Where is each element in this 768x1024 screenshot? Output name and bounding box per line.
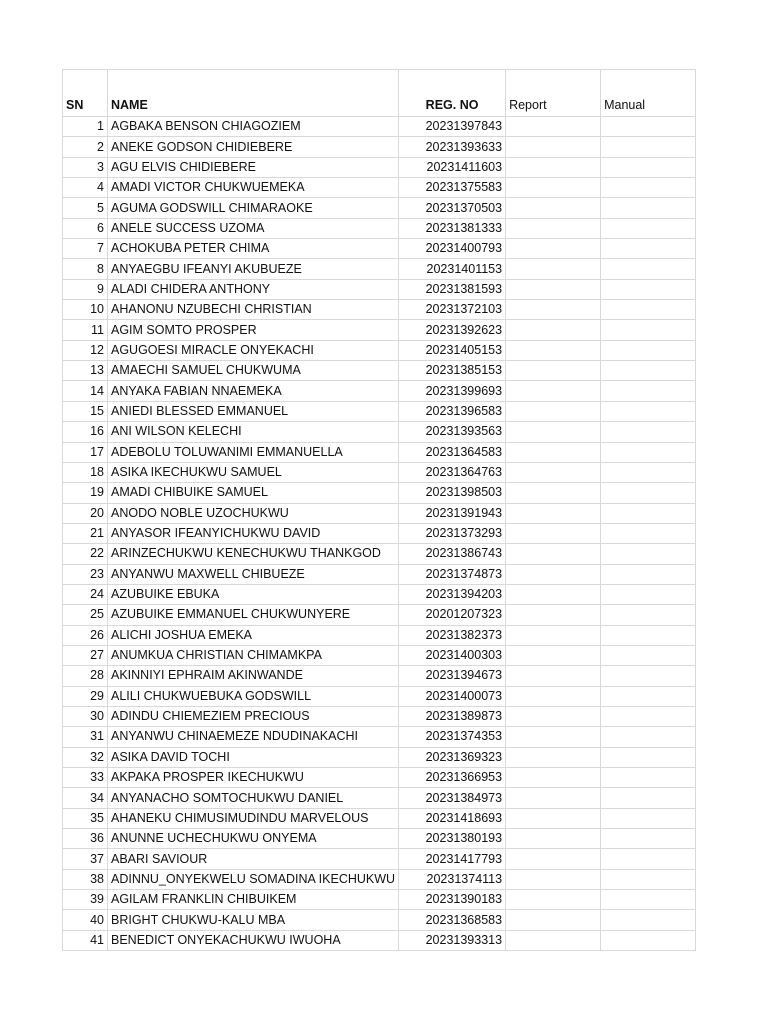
reg-no-cell[interactable]: 20231384973 — [399, 788, 506, 808]
report-cell[interactable] — [506, 890, 601, 910]
table-row — [63, 625, 696, 645]
table-row — [63, 361, 696, 381]
reg-no-cell[interactable]: 20231396583 — [399, 401, 506, 421]
reg-no-cell[interactable]: 20231366953 — [399, 768, 506, 788]
name-cell[interactable]: AMADI VICTOR CHUKWUEMEKA — [108, 178, 399, 198]
sn-cell[interactable]: 24 — [63, 584, 108, 604]
table-row — [63, 666, 696, 686]
sn-cell[interactable]: 26 — [63, 625, 108, 645]
report-cell[interactable] — [506, 605, 601, 625]
manual-cell[interactable] — [601, 198, 696, 218]
header-manual[interactable]: Manual — [601, 70, 696, 117]
manual-cell[interactable] — [601, 523, 696, 543]
report-cell[interactable] — [506, 401, 601, 421]
name-cell[interactable]: ANODO NOBLE UZOCHUKWU — [108, 503, 399, 523]
reg-no-cell[interactable]: 20231373293 — [399, 523, 506, 543]
report-cell[interactable] — [506, 117, 601, 137]
manual-cell[interactable] — [601, 422, 696, 442]
name-cell[interactable]: AHANONU NZUBECHI CHRISTIAN — [108, 300, 399, 320]
manual-cell[interactable] — [601, 645, 696, 665]
sn-cell[interactable]: 4 — [63, 178, 108, 198]
reg-no-cell[interactable]: 20231411603 — [399, 157, 506, 177]
sn-cell[interactable]: 40 — [63, 910, 108, 930]
report-cell[interactable] — [506, 462, 601, 482]
reg-no-cell[interactable]: 20231418693 — [399, 808, 506, 828]
sn-cell[interactable]: 10 — [63, 300, 108, 320]
table-row — [63, 279, 696, 299]
sn-cell[interactable]: 18 — [63, 462, 108, 482]
manual-cell[interactable] — [601, 401, 696, 421]
name-cell[interactable]: AGUGOESI MIRACLE ONYEKACHI — [108, 340, 399, 360]
name-cell[interactable]: ABARI SAVIOUR — [108, 849, 399, 869]
report-cell[interactable] — [506, 625, 601, 645]
name-cell[interactable]: ANYAEGBU IFEANYI AKUBUEZE — [108, 259, 399, 279]
manual-cell[interactable] — [601, 849, 696, 869]
sn-cell[interactable]: 7 — [63, 239, 108, 259]
report-cell[interactable] — [506, 198, 601, 218]
manual-cell[interactable] — [601, 279, 696, 299]
reg-no-cell[interactable]: 20231382373 — [399, 625, 506, 645]
report-cell[interactable] — [506, 239, 601, 259]
manual-cell[interactable] — [601, 910, 696, 930]
reg-no-cell[interactable]: 20231364583 — [399, 442, 506, 462]
report-cell[interactable] — [506, 686, 601, 706]
table-row — [63, 503, 696, 523]
manual-cell[interactable] — [601, 361, 696, 381]
table-row — [63, 117, 696, 137]
reg-no-cell[interactable]: 20231364763 — [399, 462, 506, 482]
report-cell[interactable] — [506, 381, 601, 401]
sn-cell[interactable]: 9 — [63, 279, 108, 299]
reg-no-cell[interactable]: 20231400793 — [399, 239, 506, 259]
sn-cell[interactable]: 32 — [63, 747, 108, 767]
reg-no-cell[interactable]: 20231400073 — [399, 686, 506, 706]
name-cell[interactable]: ANI WILSON KELECHI — [108, 422, 399, 442]
name-cell[interactable]: AKINNIYI EPHRAIM AKINWANDE — [108, 666, 399, 686]
reg-no-cell[interactable]: 20231381333 — [399, 218, 506, 238]
table-row — [63, 300, 696, 320]
table-row — [63, 381, 696, 401]
report-cell[interactable] — [506, 157, 601, 177]
table-row — [63, 544, 696, 564]
table-row — [63, 768, 696, 788]
name-cell[interactable]: BENEDICT ONYEKACHUKWU IWUOHA — [108, 930, 399, 950]
name-cell[interactable]: ANEKE GODSON CHIDIEBERE — [108, 137, 399, 157]
name-cell[interactable]: ANIEDI BLESSED EMMANUEL — [108, 401, 399, 421]
table-row — [63, 218, 696, 238]
report-cell[interactable] — [506, 727, 601, 747]
reg-no-cell[interactable]: 20231397843 — [399, 117, 506, 137]
name-cell[interactable]: ADEBOLU TOLUWANIMI EMMANUELLA — [108, 442, 399, 462]
reg-no-cell[interactable]: 20231391943 — [399, 503, 506, 523]
report-cell[interactable] — [506, 279, 601, 299]
manual-cell[interactable] — [601, 462, 696, 482]
table-row — [63, 239, 696, 259]
name-cell[interactable]: ASIKA IKECHUKWU SAMUEL — [108, 462, 399, 482]
table-row — [63, 869, 696, 889]
reg-no-cell[interactable]: 20231385153 — [399, 361, 506, 381]
table-row — [63, 605, 696, 625]
name-cell[interactable]: ADINNU_ONYEKWELU SOMADINA IKECHUKWU — [108, 869, 399, 889]
sn-cell[interactable]: 5 — [63, 198, 108, 218]
name-cell[interactable]: ANELE SUCCESS UZOMA — [108, 218, 399, 238]
sn-cell[interactable]: 19 — [63, 483, 108, 503]
sn-cell[interactable]: 37 — [63, 849, 108, 869]
report-cell[interactable] — [506, 503, 601, 523]
reg-no-cell[interactable]: 20231381593 — [399, 279, 506, 299]
table-row — [63, 584, 696, 604]
report-cell[interactable] — [506, 910, 601, 930]
report-cell[interactable] — [506, 849, 601, 869]
name-cell[interactable]: ALILI CHUKWUEBUKA GODSWILL — [108, 686, 399, 706]
name-cell[interactable]: ACHOKUBA PETER CHIMA — [108, 239, 399, 259]
table-row — [63, 747, 696, 767]
table-row — [63, 910, 696, 930]
manual-cell[interactable] — [601, 584, 696, 604]
report-cell[interactable] — [506, 930, 601, 950]
sn-cell[interactable]: 38 — [63, 869, 108, 889]
manual-cell[interactable] — [601, 625, 696, 645]
sn-cell[interactable]: 36 — [63, 829, 108, 849]
name-cell[interactable]: AMADI CHIBUIKE SAMUEL — [108, 483, 399, 503]
manual-cell[interactable] — [601, 768, 696, 788]
name-cell[interactable]: ALICHI JOSHUA EMEKA — [108, 625, 399, 645]
sn-cell[interactable]: 12 — [63, 340, 108, 360]
table-row — [63, 462, 696, 482]
sn-cell[interactable]: 41 — [63, 930, 108, 950]
name-cell[interactable]: AKPAKA PROSPER IKECHUKWU — [108, 768, 399, 788]
report-cell[interactable] — [506, 808, 601, 828]
reg-no-cell[interactable]: 20231398503 — [399, 483, 506, 503]
reg-no-cell[interactable]: 20231374873 — [399, 564, 506, 584]
table-row — [63, 483, 696, 503]
sn-cell[interactable]: 39 — [63, 890, 108, 910]
table-row — [63, 706, 696, 726]
manual-cell[interactable] — [601, 300, 696, 320]
report-cell[interactable] — [506, 829, 601, 849]
manual-cell[interactable] — [601, 727, 696, 747]
name-cell[interactable]: ANYASOR IFEANYICHUKWU DAVID — [108, 523, 399, 543]
reg-no-cell[interactable]: 20231369323 — [399, 747, 506, 767]
reg-no-cell[interactable]: 20231400303 — [399, 645, 506, 665]
reg-no-cell[interactable]: 20231374353 — [399, 727, 506, 747]
sn-cell[interactable]: 30 — [63, 706, 108, 726]
report-cell[interactable] — [506, 645, 601, 665]
table-row — [63, 137, 696, 157]
manual-cell[interactable] — [601, 747, 696, 767]
report-cell[interactable] — [506, 869, 601, 889]
header-name[interactable]: NAME — [108, 70, 399, 117]
report-cell[interactable] — [506, 442, 601, 462]
sn-cell[interactable]: 11 — [63, 320, 108, 340]
sn-cell[interactable]: 31 — [63, 727, 108, 747]
reg-no-cell[interactable]: 20231405153 — [399, 340, 506, 360]
name-cell[interactable]: ALADI CHIDERA ANTHONY — [108, 279, 399, 299]
header-sn[interactable]: SN — [63, 70, 108, 117]
table-row — [63, 401, 696, 421]
reg-no-cell[interactable]: 20231380193 — [399, 829, 506, 849]
name-cell[interactable]: ANYANWU CHINAEMEZE NDUDINAKACHI — [108, 727, 399, 747]
sn-cell[interactable]: 3 — [63, 157, 108, 177]
table-row — [63, 788, 696, 808]
manual-cell[interactable] — [601, 706, 696, 726]
reg-no-cell[interactable]: 20231370503 — [399, 198, 506, 218]
name-cell[interactable]: BRIGHT CHUKWU-KALU MBA — [108, 910, 399, 930]
reg-no-cell[interactable]: 20201207323 — [399, 605, 506, 625]
manual-cell[interactable] — [601, 340, 696, 360]
header-row — [63, 70, 696, 117]
report-cell[interactable] — [506, 666, 601, 686]
reg-no-cell[interactable]: 20231401153 — [399, 259, 506, 279]
reg-no-cell[interactable]: 20231390183 — [399, 890, 506, 910]
table-row — [63, 320, 696, 340]
manual-cell[interactable] — [601, 503, 696, 523]
sn-cell[interactable]: 35 — [63, 808, 108, 828]
reg-no-cell[interactable]: 20231393563 — [399, 422, 506, 442]
report-cell[interactable] — [506, 259, 601, 279]
name-cell[interactable]: ADINDU CHIEMEZIEM PRECIOUS — [108, 706, 399, 726]
sn-cell[interactable]: 2 — [63, 137, 108, 157]
manual-cell[interactable] — [601, 808, 696, 828]
report-cell[interactable] — [506, 300, 601, 320]
reg-no-cell[interactable]: 20231393633 — [399, 137, 506, 157]
sn-cell[interactable]: 22 — [63, 544, 108, 564]
sn-cell[interactable]: 16 — [63, 422, 108, 442]
manual-cell[interactable] — [601, 320, 696, 340]
table-row — [63, 422, 696, 442]
name-cell[interactable]: ANUNNE UCHECHUKWU ONYEMA — [108, 829, 399, 849]
manual-cell[interactable] — [601, 259, 696, 279]
report-cell[interactable] — [506, 361, 601, 381]
reg-no-cell[interactable]: 20231394673 — [399, 666, 506, 686]
reg-no-cell[interactable]: 20231417793 — [399, 849, 506, 869]
reg-no-cell[interactable]: 20231393313 — [399, 930, 506, 950]
name-cell[interactable]: AMAECHI SAMUEL CHUKWUMA — [108, 361, 399, 381]
table-row — [63, 808, 696, 828]
reg-no-cell[interactable]: 20231374113 — [399, 869, 506, 889]
manual-cell[interactable] — [601, 218, 696, 238]
name-cell[interactable]: AZUBUIKE EMMANUEL CHUKWUNYERE — [108, 605, 399, 625]
sn-cell[interactable]: 34 — [63, 788, 108, 808]
table-body — [63, 70, 696, 951]
report-cell[interactable] — [506, 584, 601, 604]
reg-no-cell[interactable]: 20231375583 — [399, 178, 506, 198]
table-row — [63, 930, 696, 950]
name-cell[interactable]: AGBAKA BENSON CHIAGOZIEM — [108, 117, 399, 137]
sn-cell[interactable]: 6 — [63, 218, 108, 238]
name-cell[interactable]: AHANEKU CHIMUSIMUDINDU MARVELOUS — [108, 808, 399, 828]
student-register-table — [62, 69, 696, 951]
sn-cell[interactable]: 17 — [63, 442, 108, 462]
reg-no-cell[interactable]: 20231394203 — [399, 584, 506, 604]
manual-cell[interactable] — [601, 381, 696, 401]
manual-cell[interactable] — [601, 544, 696, 564]
header-reg-no[interactable]: REG. NO — [399, 70, 506, 117]
report-cell[interactable] — [506, 706, 601, 726]
name-cell[interactable]: AGILAM FRANKLIN CHIBUIKEM — [108, 890, 399, 910]
reg-no-cell[interactable]: 20231386743 — [399, 544, 506, 564]
name-cell[interactable]: AGIM SOMTO PROSPER — [108, 320, 399, 340]
table-row — [63, 686, 696, 706]
report-cell[interactable] — [506, 564, 601, 584]
report-cell[interactable] — [506, 788, 601, 808]
reg-no-cell[interactable]: 20231399693 — [399, 381, 506, 401]
sn-cell[interactable]: 8 — [63, 259, 108, 279]
table-row — [63, 849, 696, 869]
report-cell[interactable] — [506, 340, 601, 360]
reg-no-cell[interactable]: 20231389873 — [399, 706, 506, 726]
table-row — [63, 340, 696, 360]
sn-cell[interactable]: 23 — [63, 564, 108, 584]
table-row — [63, 178, 696, 198]
manual-cell[interactable] — [601, 788, 696, 808]
sn-cell[interactable]: 14 — [63, 381, 108, 401]
table-row — [63, 564, 696, 584]
sn-cell[interactable]: 21 — [63, 523, 108, 543]
table-row — [63, 645, 696, 665]
manual-cell[interactable] — [601, 686, 696, 706]
table-row — [63, 829, 696, 849]
manual-cell[interactable] — [601, 442, 696, 462]
manual-cell[interactable] — [601, 605, 696, 625]
table-row — [63, 890, 696, 910]
manual-cell[interactable] — [601, 890, 696, 910]
name-cell[interactable]: ANYAKA FABIAN NNAEMEKA — [108, 381, 399, 401]
table-row — [63, 198, 696, 218]
manual-cell[interactable] — [601, 137, 696, 157]
manual-cell[interactable] — [601, 117, 696, 137]
name-cell[interactable]: ANYANWU MAXWELL CHIBUEZE — [108, 564, 399, 584]
report-cell[interactable] — [506, 544, 601, 564]
report-cell[interactable] — [506, 137, 601, 157]
table-row — [63, 442, 696, 462]
sn-cell[interactable]: 20 — [63, 503, 108, 523]
report-cell[interactable] — [506, 523, 601, 543]
manual-cell[interactable] — [601, 829, 696, 849]
name-cell[interactable]: AGU ELVIS CHIDIEBERE — [108, 157, 399, 177]
report-cell[interactable] — [506, 218, 601, 238]
name-cell[interactable]: ANUMKUA CHRISTIAN CHIMAMKPA — [108, 645, 399, 665]
sn-cell[interactable]: 28 — [63, 666, 108, 686]
table-row — [63, 157, 696, 177]
report-cell[interactable] — [506, 178, 601, 198]
name-cell[interactable]: ANYANACHO SOMTOCHUKWU DANIEL — [108, 788, 399, 808]
report-cell[interactable] — [506, 747, 601, 767]
header-report[interactable]: Report — [506, 70, 601, 117]
manual-cell[interactable] — [601, 869, 696, 889]
manual-cell[interactable] — [601, 483, 696, 503]
name-cell[interactable]: AGUMA GODSWILL CHIMARAOKE — [108, 198, 399, 218]
manual-cell[interactable] — [601, 178, 696, 198]
manual-cell[interactable] — [601, 564, 696, 584]
name-cell[interactable]: ARINZECHUKWU KENECHUKWU THANKGOD — [108, 544, 399, 564]
table-row — [63, 727, 696, 747]
table-row — [63, 259, 696, 279]
report-cell[interactable] — [506, 768, 601, 788]
sn-cell[interactable]: 27 — [63, 645, 108, 665]
sn-cell[interactable]: 13 — [63, 361, 108, 381]
name-cell[interactable]: ASIKA DAVID TOCHI — [108, 747, 399, 767]
sn-cell[interactable]: 1 — [63, 117, 108, 137]
reg-no-cell[interactable]: 20231368583 — [399, 910, 506, 930]
sn-cell[interactable]: 25 — [63, 605, 108, 625]
report-cell[interactable] — [506, 422, 601, 442]
report-cell[interactable] — [506, 483, 601, 503]
manual-cell[interactable] — [601, 930, 696, 950]
manual-cell[interactable] — [601, 157, 696, 177]
manual-cell[interactable] — [601, 666, 696, 686]
name-cell[interactable]: AZUBUIKE EBUKA — [108, 584, 399, 604]
sn-cell[interactable]: 29 — [63, 686, 108, 706]
table-row — [63, 523, 696, 543]
sn-cell[interactable]: 33 — [63, 768, 108, 788]
reg-no-cell[interactable]: 20231372103 — [399, 300, 506, 320]
sn-cell[interactable]: 15 — [63, 401, 108, 421]
manual-cell[interactable] — [601, 239, 696, 259]
report-cell[interactable] — [506, 320, 601, 340]
reg-no-cell[interactable]: 20231392623 — [399, 320, 506, 340]
